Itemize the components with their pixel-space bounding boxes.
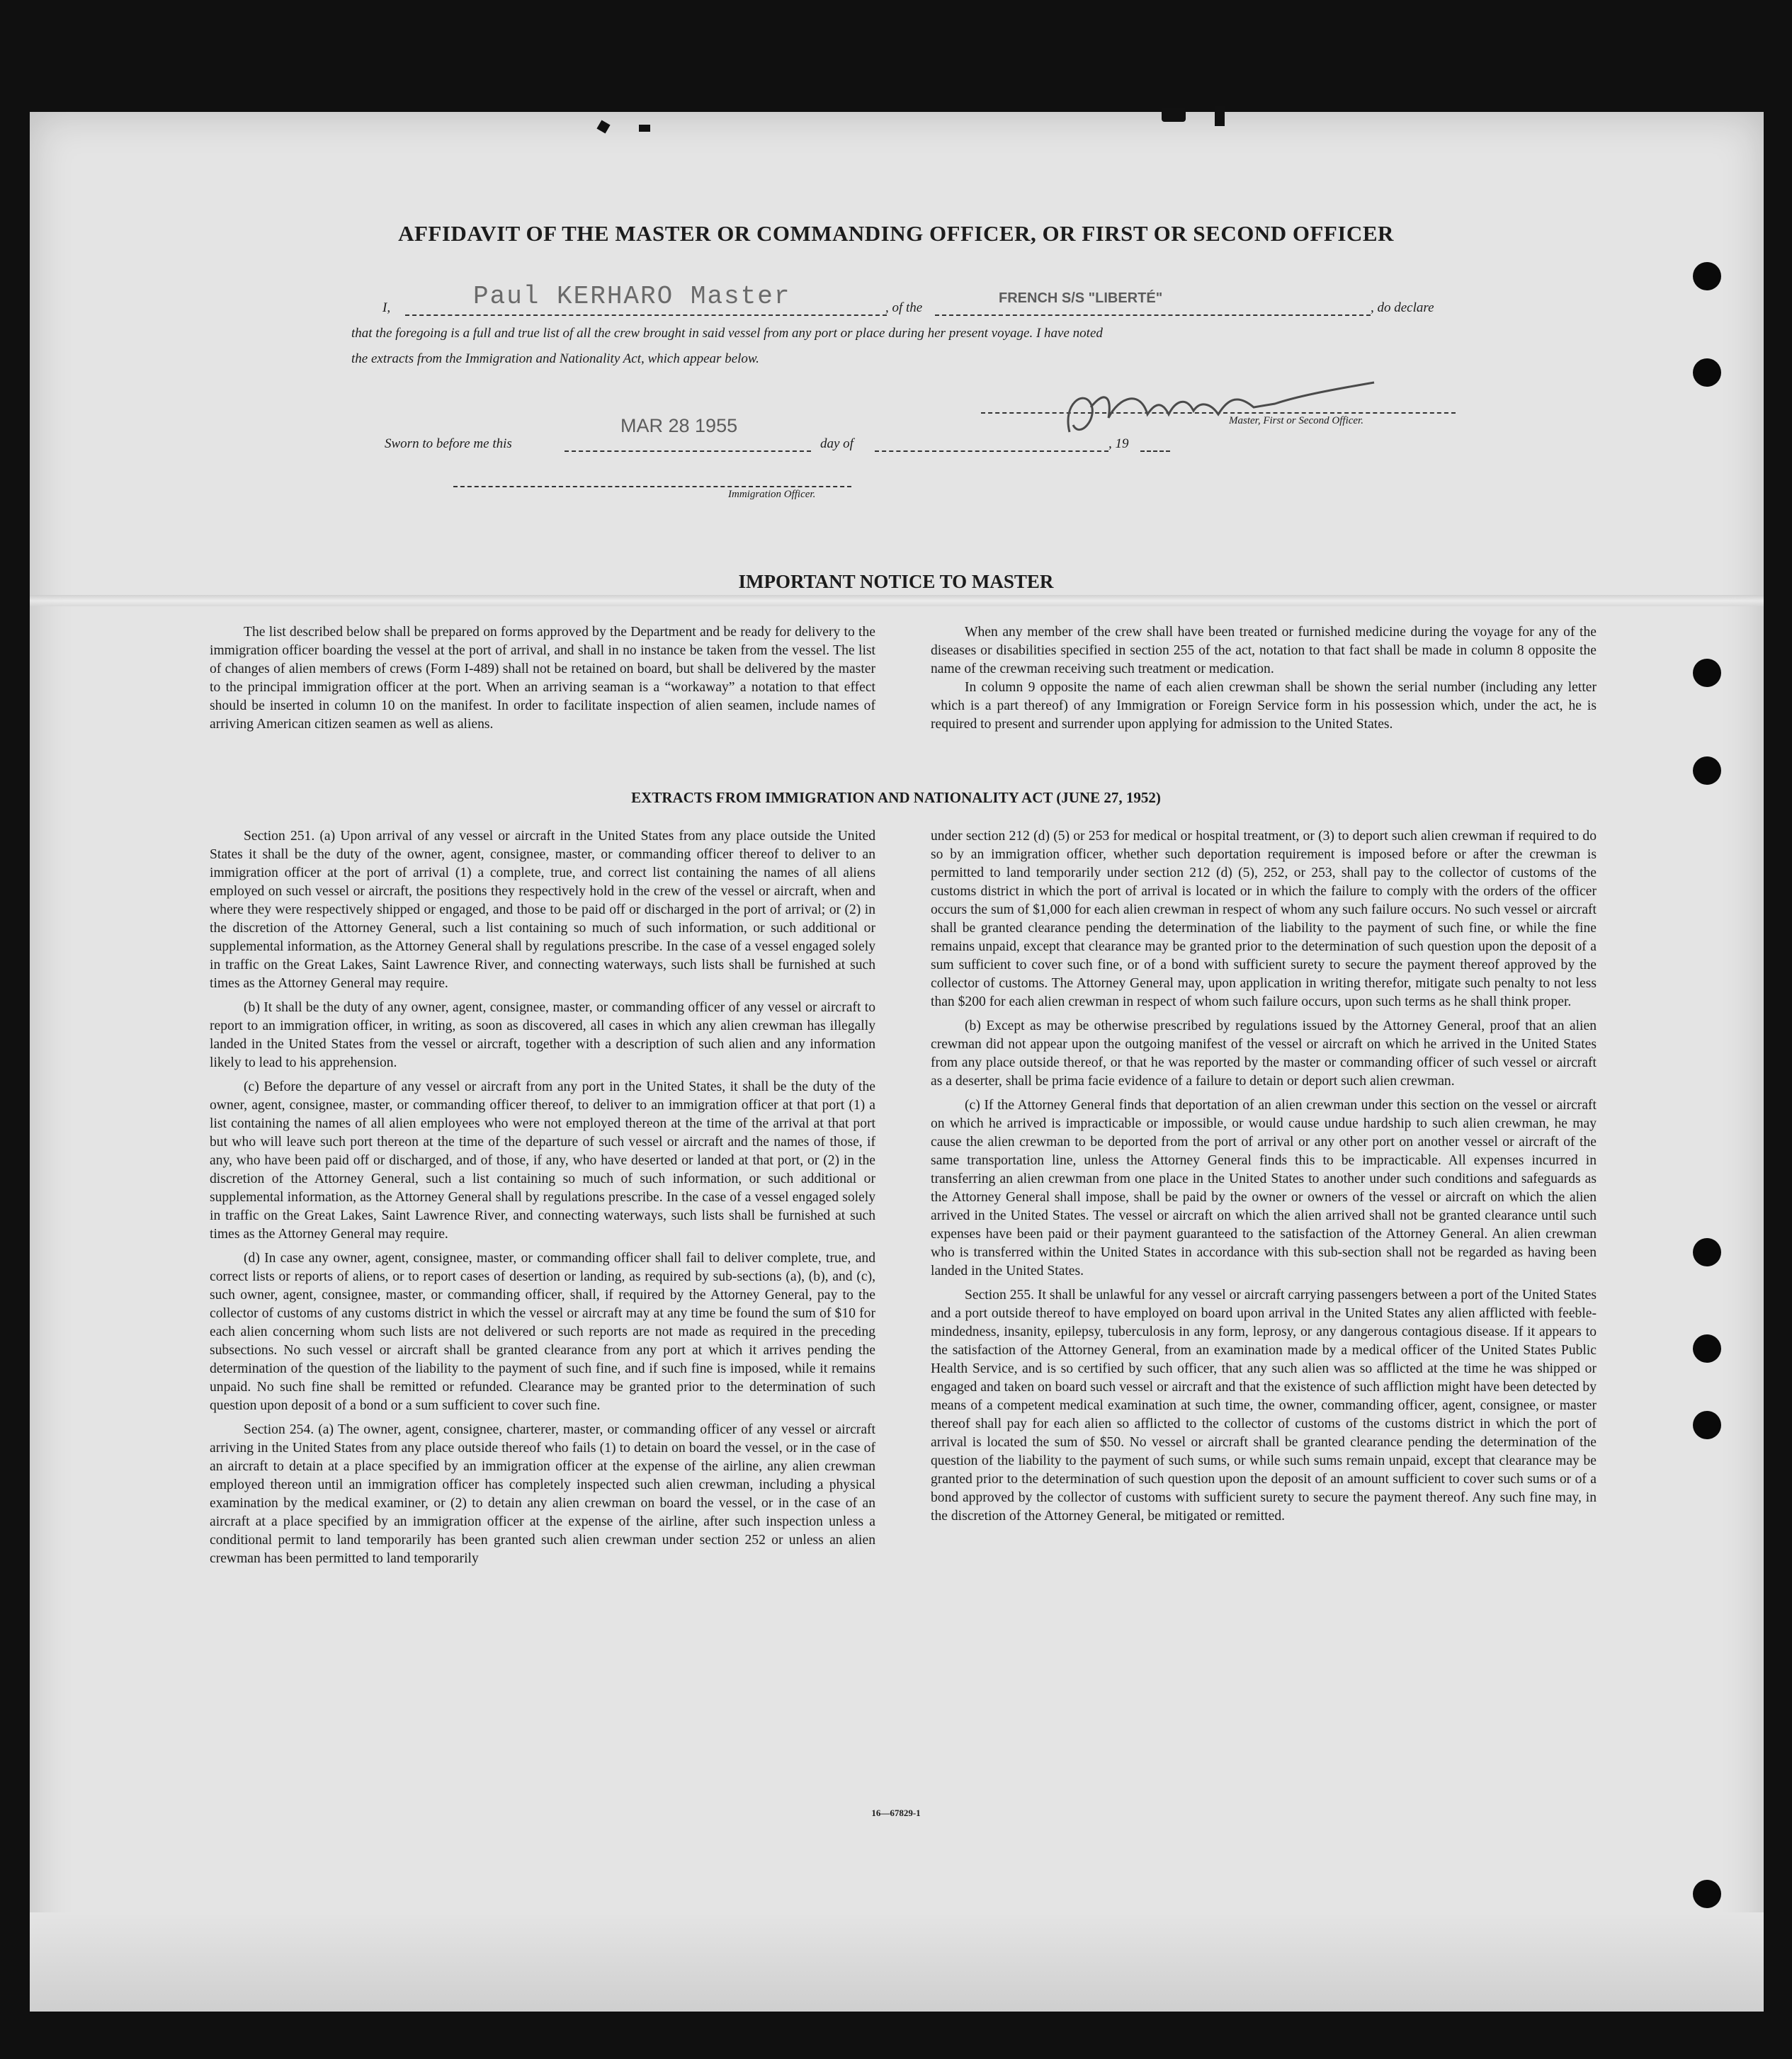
extracts-title: EXTRACTS FROM IMMIGRATION AND NATIONALITY ACT (JUNE 27, 1952) bbox=[631, 789, 1161, 806]
section-paragraph: (c) Before the departure of any vessel or aircraft from any port in the United States, it shall be the duty of the owner, agent, consignee, master, or commanding officer thereof, to deliver to an immigration officer at that port (1) a list containing the names of all alien employees who were not employed thereon at the time of the arrival at that port but who will leave such port thereon at the time of the departure of such vessel or aircraft and the names of those, if any, who have been paid off or discharged, and of those, if any, who have deserted or landed at that port, or (2) in the discretion of the Attorney General, such a list containing so much of such information, or such additional or supplemental information, as the Attorney General shall by regulations prescribe. In the case of a vessel engaged solely in traffic on the Great Lakes, Saint Lawrence River, and connecting waterways, such lists shall be furnished at such times as the Attorney General may require. bbox=[210, 1079, 875, 1242]
i-label: I, bbox=[382, 300, 391, 315]
binding-mark bbox=[1162, 108, 1186, 122]
declaration-line-2: that the foregoing is a full and true list of all the crew brought in said vessel from any port or place during her present voyage. I have noted bbox=[351, 326, 1103, 341]
affidavit-title: AFFIDAVIT OF THE MASTER OR COMMANDING OFFICER, OR FIRST OR SECOND OFFICER bbox=[398, 221, 1394, 246]
vessel-stamp: FRENCH S/S "LIBERTÉ" bbox=[999, 290, 1163, 306]
of-the-label: , of the bbox=[885, 300, 923, 315]
punch-hole bbox=[1693, 1411, 1721, 1439]
binding-mark bbox=[1215, 106, 1225, 126]
page-fold bbox=[30, 595, 1764, 606]
notice-paragraph: When any member of the crew shall have been treated or furnished medicine during the voyage for any of the diseases or disabilities specified in section 255 of the act, notation to that fact shall be made in column 8 opposite the name of the crewman receiving such treatment or medication. bbox=[931, 625, 1597, 676]
section-paragraph: (d) In case any owner, agent, consignee, master, or commanding officer shall fail to deliver complete, true, and correct lists or reports of aliens, or to report cases of desertion or landing, as required by sub-sections (a), (b), and (c), such owner, agent, consignee, master, or commanding officer, shall, if required by the Attorney General, pay to the collector of customs of any customs district in which the vessel or aircraft may at any time be found the sum of $10 for each alien concerning whom such lists are not delivered or such reports are not made as required in the preceding subsections. No such vessel or aircraft shall be granted clearance from any port at which it arrives pending the determination of the question of the liability to the payment of such fine, and if such fine is imposed, while it remains unpaid. No such fine shall be remitted or refunded. Clearance may be granted prior to the determination of such question upon deposit of a bond or a sum sufficient to cover such fine. bbox=[210, 1251, 875, 1413]
notice-right-column bbox=[931, 623, 1597, 739]
form-number: 16—67829-1 bbox=[871, 1808, 921, 1818]
sworn-day-field bbox=[565, 450, 811, 452]
sworn-year-field bbox=[1140, 450, 1170, 452]
page-shadow bbox=[30, 1912, 1764, 2012]
punch-hole bbox=[1693, 262, 1721, 290]
notice-title: IMPORTANT NOTICE TO MASTER bbox=[738, 571, 1054, 592]
master-name-typed: Paul KERHARO Master bbox=[473, 282, 791, 311]
punch-hole bbox=[1693, 1238, 1721, 1266]
extracts-right-column bbox=[931, 827, 1597, 1531]
sworn-label: Sworn to before me this bbox=[385, 436, 512, 451]
declaration-line-3: the extracts from the Immigration and Nationality Act, which appear below. bbox=[351, 351, 759, 366]
punch-hole bbox=[1693, 358, 1721, 387]
punch-hole bbox=[1693, 1334, 1721, 1363]
section-paragraph: under section 212 (d) (5) or 253 for medical or hospital treatment, or (3) to deport such alien crewman if required to do so by an immigration officer, whether such deportation requirement is imposed before or after the crewman is permitted to land temporarily under section 212 (d) (5), 252, or 253, shall pay to the collector of customs of the customs district in which the port of arrival is located or in which the failure to comply with the orders of the officer occurs the sum of $1,000 for each alien crewman in respect of whom any such failure occurs. No such vessel or aircraft shall be granted clearance pending the determination of the liability to the payment of such fine, or while the fine remains unpaid, except that clearance may be granted prior to the determination of such question upon the deposit of a sum sufficient to cover such fine, or of a bond with sufficient surety to secure the payment thereof approved by the collector of customs. The Attorney General may, upon application in writing therefor, mitigate such penalty to not less than $200 for each alien crewman in respect of whom such failure occurs, upon such terms as he shall think proper. bbox=[931, 829, 1597, 1009]
section-paragraph: (b) It shall be the duty of any owner, agent, consignee, master, or commanding officer of any vessel or aircraft to report to an immigration officer, in writing, as soon as discovered, all cases in which any alien crewman has illegally landed in the United States from the vessel or aircraft, together with a description of such alien and any information likely to lead to his apprehension. bbox=[210, 1000, 875, 1070]
punch-hole bbox=[1693, 1880, 1721, 1908]
signature-handwritten bbox=[1041, 375, 1381, 446]
vessel-field bbox=[935, 314, 1371, 316]
master-name-field bbox=[405, 314, 887, 316]
section-paragraph: Section 254. (a) The owner, agent, consignee, charterer, master, or commanding officer of any vessel or aircraft arriving in the United States from any place outside thereof who fails (1) to detain on board the vessel, or in the case of an aircraft to detain at a place specified by an immigration officer at the expense of the airline, any alien crewman employed thereon until an immigration officer has completely inspected such alien crewman, including a physical examination by the medical examiner, or (2) to detain any alien crewman on board the vessel, or in the case of an aircraft at a place specified by an immigration officer at the expense of the airline, after such inspection unless a conditional permit to land temporarily has been granted such alien crewman under section 252 or unless an alien crewman has been permitted to land temporarily bbox=[210, 1422, 875, 1566]
day-of-label: day of bbox=[820, 436, 854, 451]
extracts-left-column bbox=[210, 827, 875, 1574]
punch-hole bbox=[1693, 756, 1721, 785]
notice-left-column bbox=[210, 623, 875, 739]
notice-paragraph: The list described below shall be prepared on forms approved by the Department and be ready for delivery to the immigration officer boarding the vessel at the port of arrival, and shall in no instance be taken from the vessel. The list of changes of alien members of crews (Form I-489) shall not be retained on board, but shall be delivered by the master to the principal immigration officer at the port. When an arriving seaman is a “workaway” a notation to that effect should be inserted in column 10 on the manifest. In order to facilitate inspection of alien seamen, include names of arriving American citizen seamen as well as aliens. bbox=[210, 625, 875, 732]
notice-paragraph: In column 9 opposite the name of each alien crewman shall be shown the serial number (including any letter which is a part thereof) of any Immigration or Foreign Service form in his possession which, under the act, he is required to present and surrender upon applying for admission to the United States. bbox=[931, 680, 1597, 732]
section-paragraph: (b) Except as may be otherwise prescribed by regulations issued by the Attorney General, proof that an alien crewman did not appear upon the outgoing manifest of the vessel or aircraft on which he arrived in the United States from any place outside thereof, or that he was reported by the master or commanding officer of such vessel or aircraft as a deserter, shall be prima facie evidence of a failure to detain or deport such alien crewman. bbox=[931, 1019, 1597, 1089]
binding-mark bbox=[639, 125, 650, 132]
punch-hole bbox=[1693, 659, 1721, 687]
section-paragraph: Section 251. (a) Upon arrival of any vessel or aircraft in the United States from any place outside the United States it shall be the duty of the owner, agent, consignee, master, or commanding officer thereof to deliver to an immigration officer at the port of arrival (1) a complete, true, and correct list containing the names of all aliens employed on such vessel or aircraft, the positions they respectively hold in the crew of the vessel or aircraft, when and where they were respectively shipped or engaged, and those to be paid off or discharged in the port of arrival; or (2) in the discretion of the Attorney General, such a list containing so much of such information, or such additional or supplemental information, as the Attorney General shall by regulations prescribe. In the case of a vessel engaged solely in traffic on the Great Lakes, Saint Lawrence River, and connecting waterways, such lists shall be furnished at such times as the Attorney General may require. bbox=[210, 829, 875, 991]
section-paragraph: Section 255. It shall be unlawful for any vessel or aircraft carrying passengers between a port of the United States and a port outside thereof to have employed on board upon arrival in the United States any alien afflicted with feeble-mindedness, insanity, epilepsy, tuberculosis in any form, leprosy, or any dangerous contagious disease. If it appears to the satisfaction of the Attorney General, from an examination made by a medical officer of the United States Public Health Service, and is so certified by such officer, that any such alien was so afflicted at the time he was shipped or engaged and taken on board such vessel or aircraft and that the existence of such affliction might have been detected by means of a competent medical examination at such time, the owner, commanding officer, agent, consignee, or master thereof shall pay for each alien so afflicted to the collector of customs of the customs district in which the port of arrival is located the sum of $50. No vessel or aircraft shall be granted clearance pending the determination of the question of the liability to the payment of such sums, or while such sums remain unpaid, except that clearance may be granted prior to the determination of such question upon the deposit of an amount sufficient to cover such sums or of a bond approved by the collector of customs with sufficient surety to secure the payment thereof. Any such fine may, in the discretion of the Attorney General, be mitigated or remitted. bbox=[931, 1288, 1597, 1524]
year-label: , 19 bbox=[1108, 436, 1129, 451]
do-declare-label: , do declare bbox=[1371, 300, 1434, 315]
sworn-month-field bbox=[875, 450, 1108, 452]
officer-label: Immigration Officer. bbox=[728, 489, 816, 500]
signature-label: Master, First or Second Officer. bbox=[1229, 415, 1363, 426]
officer-signature-line bbox=[453, 486, 851, 487]
section-paragraph: (c) If the Attorney General finds that deportation of an alien crewman under this section on the vessel or aircraft on which he arrived is impracticable or impossible, or would cause undue hardship to such alien crewman, he may cause the alien crewman to be deported from the port of arrival or any other port on another vessel or aircraft of the same transportation line, unless the Attorney General finds this to be impracticable. All expenses incurred in transferring an alien crewman from one place in the United States to another under such conditions and safeguards as the Attorney General shall impose, shall be paid by the owner or owners of the vessel or aircraft on which the alien arrived in the United States. The vessel or aircraft on which the alien arrived shall not be granted clearance until such expenses have been paid or their payment guaranteed to the satisfaction of the Attorney General. An alien crewman who is transferred within the United States in accordance with this sub-section shall not be regarded as having been landed in the United States. bbox=[931, 1098, 1597, 1278]
date-stamp: MAR 28 1955 bbox=[620, 415, 738, 436]
